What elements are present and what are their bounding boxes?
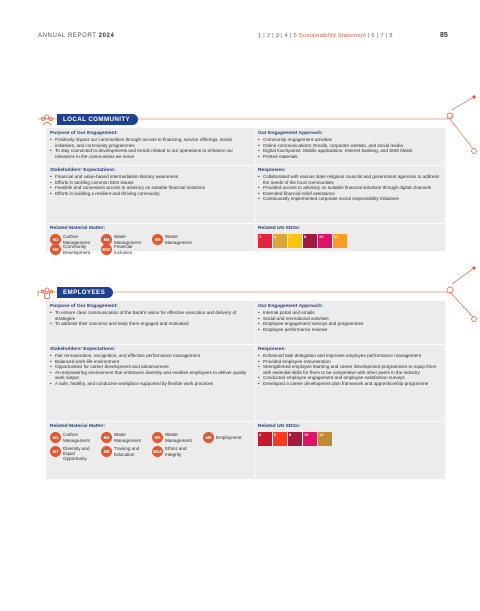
material-code-badge: M4 xyxy=(101,234,112,245)
responses-heading: Responses: xyxy=(258,168,286,173)
sdg-5-icon: 5 xyxy=(273,432,287,446)
section-title-label: LOCAL COMMUNITY xyxy=(57,114,138,125)
material-item xyxy=(203,432,250,443)
material-label: Waste Management xyxy=(165,432,192,443)
list-item: • Continuously implemented corporate social responsibility initiatives xyxy=(258,196,443,202)
material-label: Diversity and Equal Opportunity xyxy=(63,446,90,462)
material-item xyxy=(50,446,97,462)
nav-item-5[interactable]: 5 xyxy=(293,33,297,39)
sdg-11-icon: 11 xyxy=(333,234,347,248)
list-item: • To address their concerns and keep them engaged and motivated xyxy=(50,321,250,327)
section-title-label: EMPLOYEES xyxy=(57,287,113,298)
nav-item-2[interactable]: 2 xyxy=(266,33,271,39)
approach-heading: Our Engagement Approach: xyxy=(258,304,324,309)
material-code-badge: M14 xyxy=(152,446,163,457)
material-label: Ethics and Integrity xyxy=(165,446,187,457)
material-heading: Related Material Matter: xyxy=(50,424,106,429)
material-code-badge: M5 xyxy=(152,234,163,245)
list-item: • To ensure clear communication of the Bank's vision for effective execution and delivery of strategies xyxy=(50,310,250,321)
list-item: • Conducted employee engagement and employee satisfaction surveys xyxy=(258,375,443,381)
sdg-block xyxy=(258,424,443,430)
material-label: Training and Education xyxy=(114,446,140,457)
sdg-10-icon: 10 xyxy=(318,234,332,248)
section-nav: 1 | 2 | 3 | 4 | 5 Sustainability Statement | 6 | 7 | 8 xyxy=(258,33,393,39)
employees-icon xyxy=(40,286,54,300)
list-item: • An empowering environment that embraces diversity and enables employees to deliver quality work output xyxy=(50,370,250,381)
approach-heading: Our Engagement Approach: xyxy=(258,131,324,136)
responses-heading: Responses: xyxy=(258,347,286,352)
report-label: ANNUAL REPORT xyxy=(38,33,97,39)
node-icon xyxy=(472,266,475,269)
material-heading: Related Material Matter: xyxy=(50,226,106,231)
nav-item-4[interactable]: 4 xyxy=(284,33,289,39)
list-item: • Opportunities for career development and advancement xyxy=(50,364,250,370)
purpose-block xyxy=(50,131,250,159)
list-item: • Fair remuneration, recognition, and effective performance management xyxy=(50,353,250,359)
list-item: • Internal portal and emails xyxy=(258,310,443,316)
list-item: • Employee performance reviews xyxy=(258,327,443,333)
sdg-heading: Related UN SDGs: xyxy=(258,424,301,429)
material-item xyxy=(152,432,197,443)
list-item: • Provided access to advisory on suitable financial solutions through digital channels xyxy=(258,185,443,191)
material-label: Water Management xyxy=(114,234,141,245)
list-item: • Online communications: Emails, corporate website, and social media xyxy=(258,143,443,149)
responses-block xyxy=(258,347,443,387)
list-item: • A safe, healthy, and conducive workplace supported by flexible work practices xyxy=(50,381,250,387)
nav-item-1[interactable]: 1 xyxy=(258,33,262,39)
sdg-12-icon: 12 xyxy=(318,432,332,446)
sdg-7-icon: 7 xyxy=(288,234,302,248)
sdg-icons xyxy=(258,432,333,446)
purpose-block xyxy=(50,304,250,327)
expectations-block xyxy=(50,347,250,387)
sdg-8-icon: 8 xyxy=(303,234,317,248)
sdg-10-icon: 10 xyxy=(303,432,317,446)
list-item: • Collaborated with various state religious councils and government agencies to address the needs of the local communities xyxy=(258,174,443,185)
material-item xyxy=(152,234,197,245)
list-item: • Efforts in tackling common EES issues xyxy=(50,180,250,186)
nav-item-8[interactable]: 8 xyxy=(389,33,393,39)
material-label: Water Management xyxy=(114,432,141,443)
list-item: • Employee engagement surveys and programmes xyxy=(258,321,443,327)
material-item xyxy=(101,244,146,255)
list-item: • Balanced work-life environment xyxy=(50,359,250,365)
material-item xyxy=(50,244,99,255)
responses-block xyxy=(258,168,443,202)
material-code-badge: M7 xyxy=(50,446,61,457)
nav-active-section[interactable]: Sustainability Statement xyxy=(298,33,367,39)
section-title-local-community xyxy=(40,114,138,125)
list-item: • Feasible and convenient access to advisory on suitable financial solutions xyxy=(50,185,250,191)
material-label: Waste Management xyxy=(165,234,192,245)
nav-item-7[interactable]: 7 xyxy=(380,33,384,39)
list-item: • Strengthened employee learning and career development programmes to equip them with essential skills for them to be competitive with other peers in the industry xyxy=(258,364,443,375)
sdg-2-icon: 2 xyxy=(273,234,287,248)
expectations-heading: Stakeholders' Expectations: xyxy=(50,347,116,352)
community-icon xyxy=(40,113,54,127)
list-item: • Provided employee remuneration xyxy=(258,359,443,365)
employees-panel xyxy=(46,301,445,479)
list-item: • Digital touchpoints: Mobile applications, Internet banking, and SMS blasts xyxy=(258,148,443,154)
material-label: Financial Inclusion xyxy=(114,244,133,255)
sdg-heading: Related UN SDGs: xyxy=(258,226,301,231)
material-label: Community Development xyxy=(63,244,91,255)
section-title-employees xyxy=(40,287,113,298)
material-code-badge: M3 xyxy=(50,234,61,245)
list-item: • Positively impact our communities through access to financing, service offerings, social initiatives, and community programmes xyxy=(50,137,250,148)
page-number: 85 xyxy=(440,32,448,39)
list-item: • Extended financial relief assistance xyxy=(258,191,443,197)
material-item xyxy=(101,446,146,457)
approach-block xyxy=(258,131,443,159)
node-icon xyxy=(447,287,453,293)
node-icon xyxy=(472,317,477,322)
list-item: • To stay connected to developments and trends related to our operations to enhance our relevance in the communities we serve xyxy=(50,148,250,159)
material-code-badge: M10 xyxy=(101,244,112,255)
purpose-heading: Purpose of Our Engagement: xyxy=(50,304,118,309)
list-item: • Printed materials xyxy=(258,154,443,160)
material-block xyxy=(50,424,250,430)
material-block xyxy=(50,226,250,232)
material-label: Carbon Management xyxy=(63,234,90,245)
node-icon xyxy=(472,95,475,98)
material-code-badge: M6 xyxy=(203,432,214,443)
local-community-panel xyxy=(46,128,445,255)
node-icon xyxy=(447,113,453,119)
list-item: • Community engagement activities xyxy=(258,137,443,143)
sdg-4-icon: 4 xyxy=(258,432,272,446)
nav-item-3[interactable]: 3 xyxy=(275,33,280,39)
sdg-block xyxy=(258,226,443,232)
list-item: • Developed a career development plan framework and apprenticeship programme xyxy=(258,381,443,387)
expectations-heading: Stakeholders' Expectations: xyxy=(50,168,116,173)
material-item xyxy=(101,432,146,443)
sdg-1-icon: 1 xyxy=(258,234,272,248)
sdg-icons xyxy=(258,234,348,248)
report-title xyxy=(38,33,114,39)
purpose-heading: Purpose of Our Engagement: xyxy=(50,131,118,136)
list-item: • Efforts in building a resilient and thriving community xyxy=(50,191,250,197)
material-code-badge: M3 xyxy=(50,432,61,443)
report-year: 2024 xyxy=(98,33,115,39)
node-icon xyxy=(472,149,477,154)
nav-item-6[interactable]: 6 xyxy=(371,33,375,39)
list-item: • Social and recreational activities xyxy=(258,316,443,322)
material-item xyxy=(50,432,95,443)
list-item: • Enhanced task delegation and improves employee performance management xyxy=(258,353,443,359)
material-code-badge: M4 xyxy=(101,432,112,443)
material-label: Carbon Management xyxy=(63,432,90,443)
list-item: • Financial and value-based intermediation literacy awareness xyxy=(50,174,250,180)
expectations-block xyxy=(50,168,250,196)
material-label: Employment xyxy=(216,434,242,440)
sdg-8-icon: 8 xyxy=(288,432,302,446)
approach-block xyxy=(258,304,443,332)
material-item xyxy=(152,446,197,457)
page-header xyxy=(0,0,480,48)
material-code-badge: M8 xyxy=(101,446,112,457)
material-code-badge: M9 xyxy=(50,244,61,255)
material-code-badge: M5 xyxy=(152,432,163,443)
